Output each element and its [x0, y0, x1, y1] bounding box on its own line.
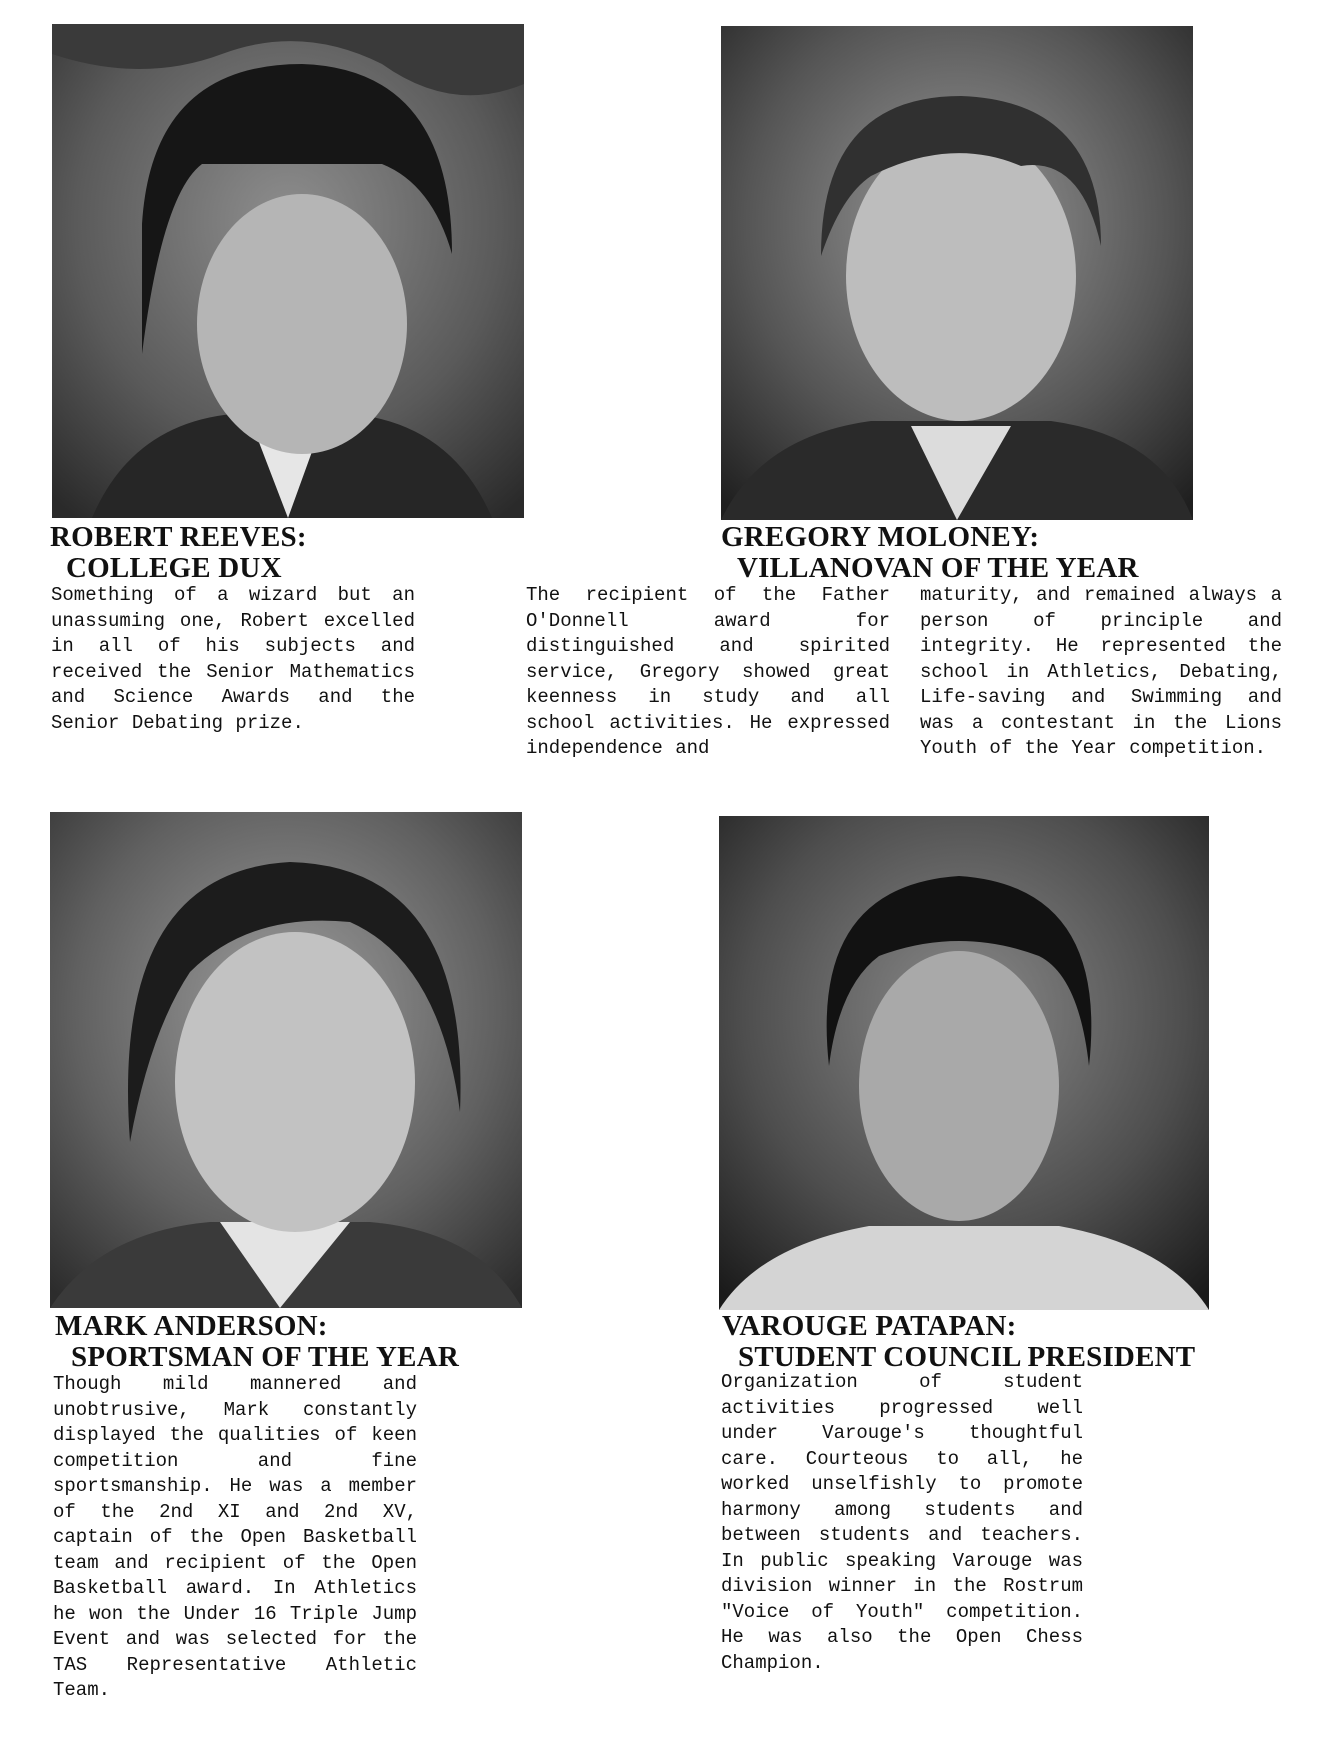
profile-subtitle: STUDENT COUNCIL PRESIDENT	[738, 1341, 1196, 1373]
profile-title: VAROUGE PATAPAN:	[722, 1310, 1017, 1342]
profile-text-gregory-moloney-col1: The recipient of the Father O'Donnell award for distinguished and spirited service, Gregory showed great keenness in study and all school activities. He expressed independence and	[526, 584, 890, 759]
profile-text-robert-reeves: Something of a wizard but an unassuming one, Robert excelled in all of his subjects and received the Senior Mathematics and Science Awards and the Senior Debating prize.	[51, 584, 415, 734]
portrait-photo-gregory-moloney	[721, 26, 1193, 520]
profile-title: GREGORY MOLONEY:	[721, 521, 1040, 553]
profile-title: ROBERT REEVES:	[50, 521, 307, 553]
profile-text-mark-anderson: Though mild mannered and unobtrusive, Mark constantly displayed the qualities of keen competition and fine sportsmanship. He was a member of the 2nd XI and 2nd XV, captain of the Open Basketball team and recipient of the Open Basketball award. In Athletics he won the Under 16 Triple Jump Event and was selected for the TAS Representative Athletic Team.	[53, 1373, 417, 1701]
portrait-photo-mark-anderson	[50, 812, 522, 1308]
profile-subtitle: SPORTSMAN OF THE YEAR	[71, 1341, 460, 1373]
profile-text-varouge-patapan: Organization of student activities progressed well under Varouge's thoughtful care. Courteous to all, he worked unselfishly to promote harmony among students and between students and teachers. In public speaking Varouge was division winner in the Rostrum "Voice of Youth" competition. He was also the Open Chess Champion.	[721, 1371, 1083, 1674]
profile-heading-varouge-patapan	[722, 1311, 1195, 1373]
profile-subtitle: COLLEGE DUX	[66, 552, 282, 584]
portrait-photo-varouge-patapan	[719, 816, 1209, 1310]
profile-subtitle: VILLANOVAN OF THE YEAR	[737, 552, 1139, 584]
portrait-photo-robert-reeves	[52, 24, 524, 518]
profile-title: MARK ANDERSON:	[55, 1310, 328, 1342]
profile-heading-gregory-moloney	[721, 522, 1139, 584]
profile-heading-robert-reeves	[50, 522, 307, 584]
profile-heading-mark-anderson	[55, 1311, 459, 1373]
profile-text-gregory-moloney-col2: maturity, and remained always a person of principle and integrity. He represented the school in Athletics, Debating, Life-saving and Swimming and was a contestant in the Lions Youth of the Year competition.	[920, 584, 1282, 759]
